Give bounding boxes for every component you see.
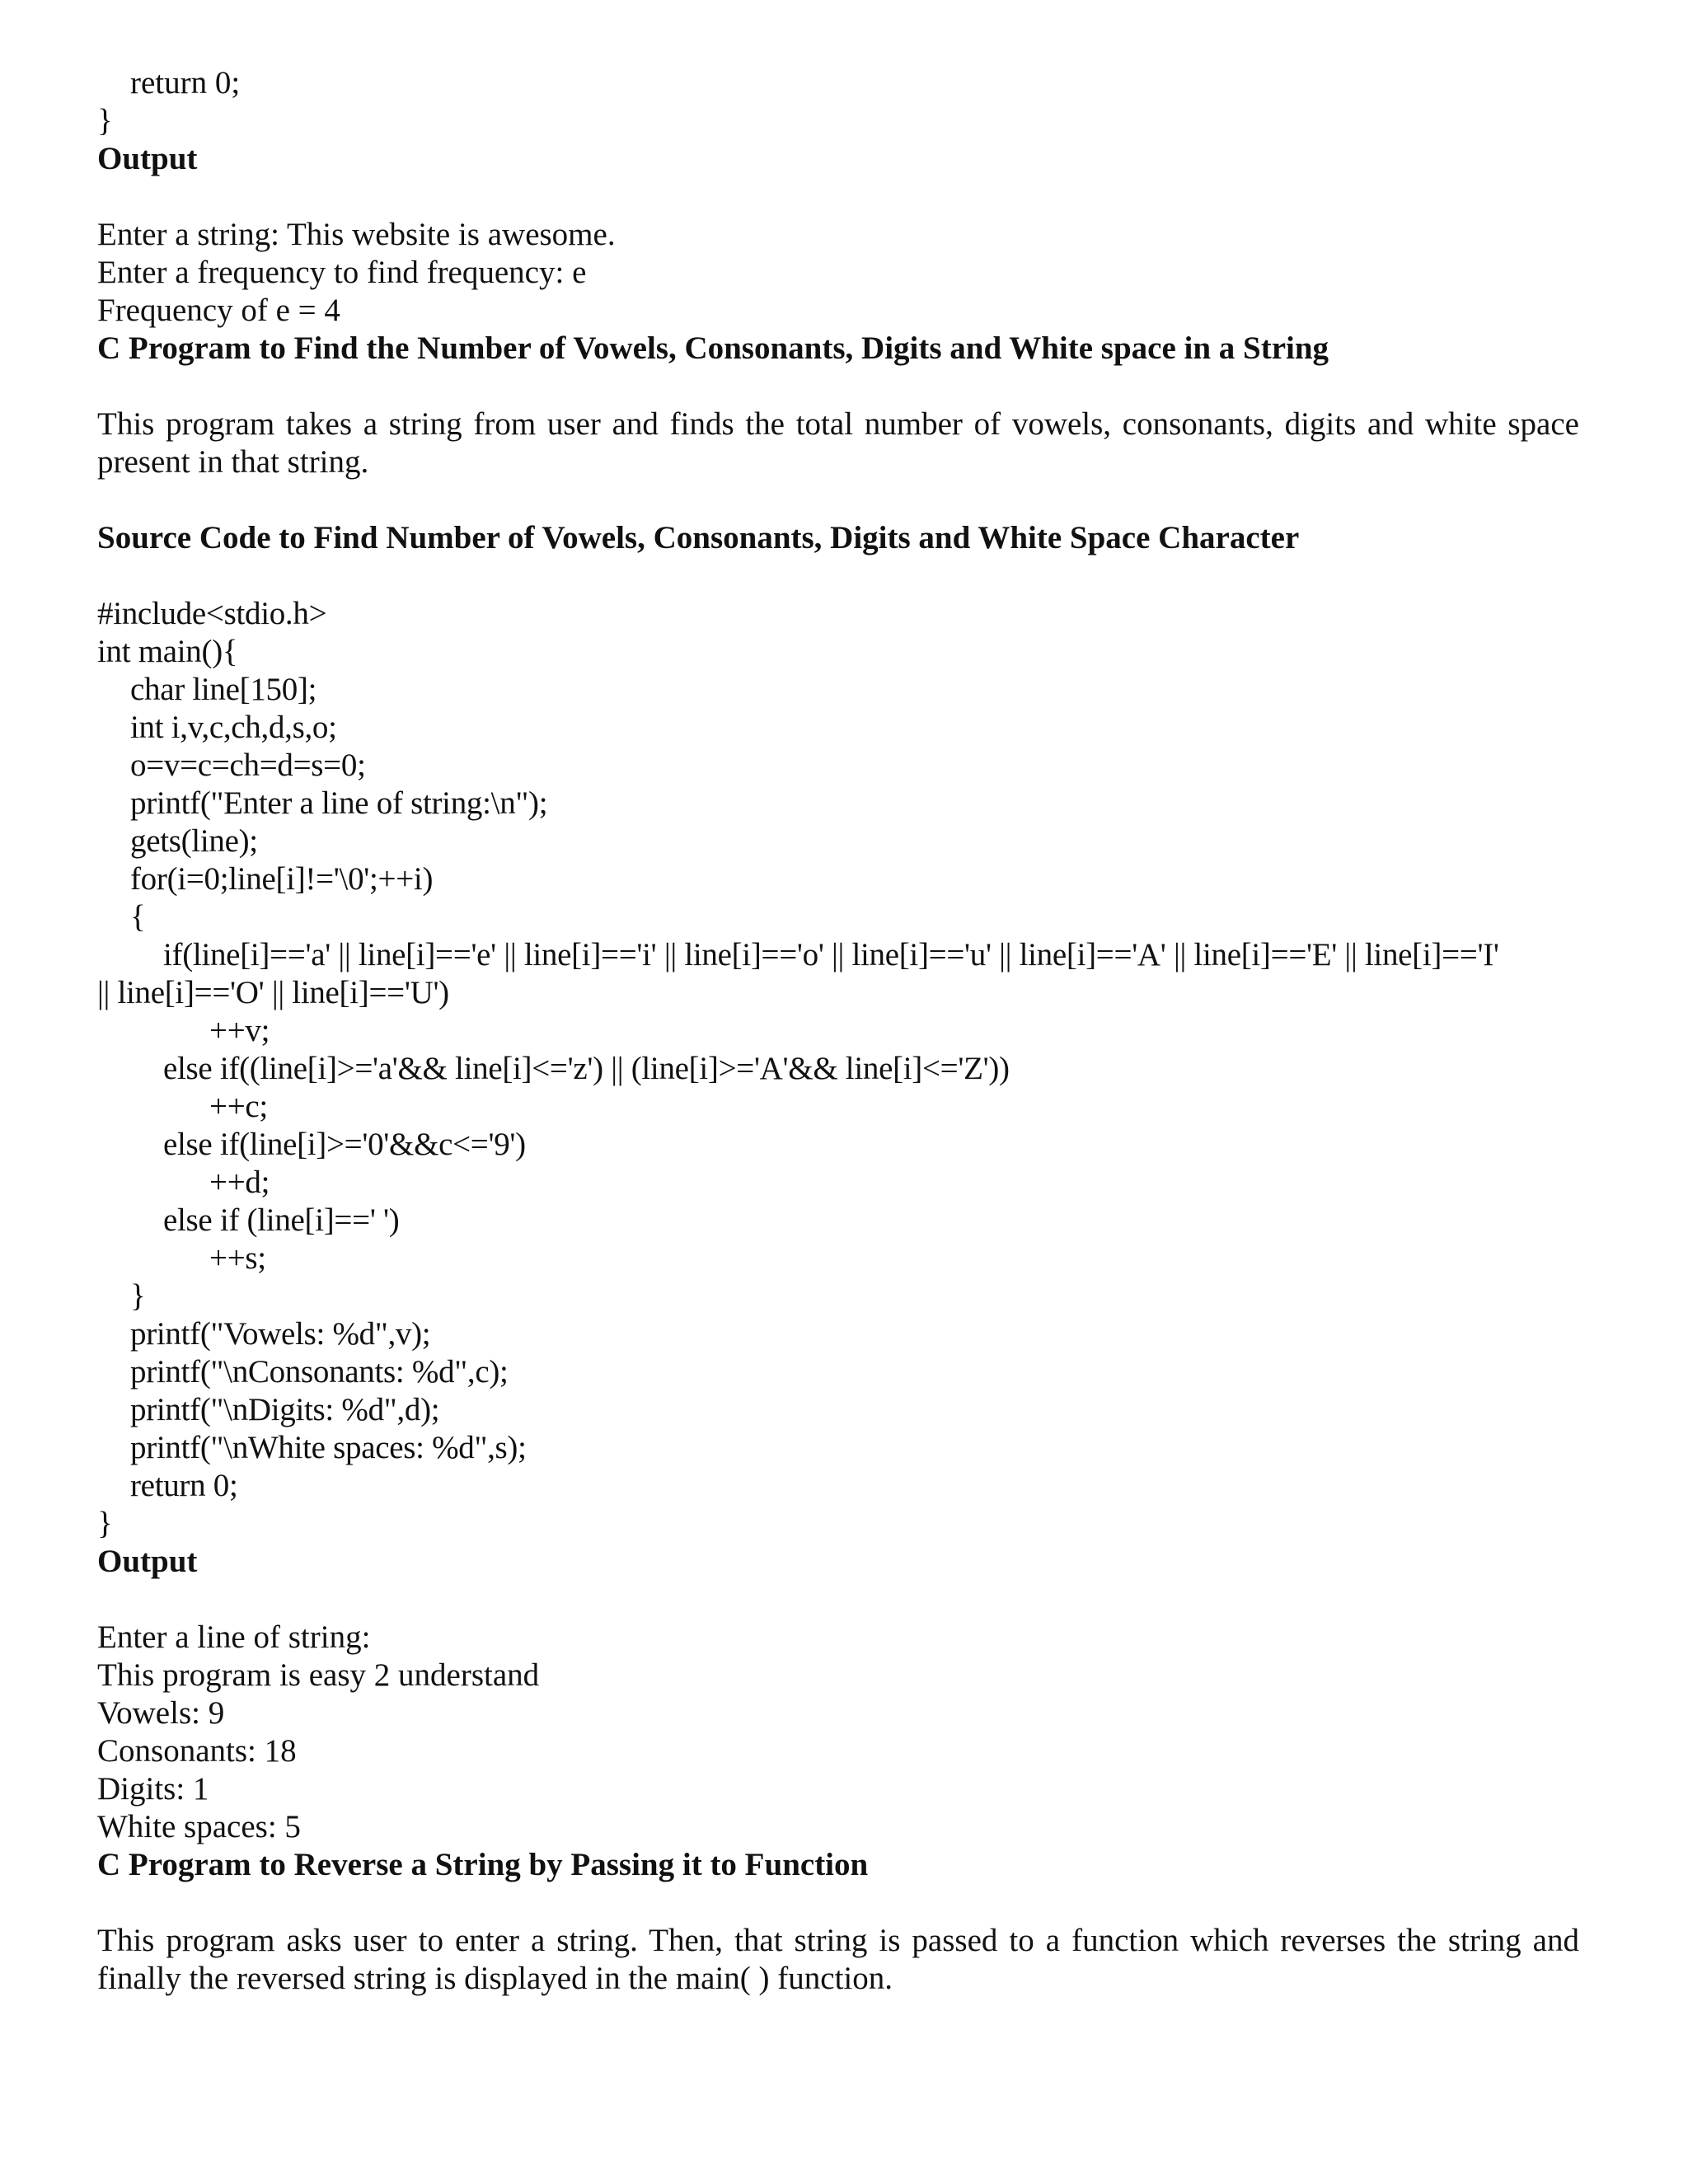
code-line: else if((line[i]>='a'&& line[i]<='z') || (line[i]>='A'&& line[i]<='Z')) [163,1051,1010,1086]
code-line: else if(line[i]>='0'&&c<='9') [163,1127,526,1162]
code-line: printf("\nConsonants: %d",c); [130,1354,509,1390]
spacer [97,1884,1581,1922]
output-line: Consonants: 18 [97,1733,297,1769]
code-line-close-brace: } [97,103,113,138]
spacer [97,481,1581,519]
code-line: int i,v,c,ch,d,s,o; [130,710,337,745]
output-line: White spaces: 5 [97,1809,301,1844]
code-line: { [130,899,146,935]
code-line: o=v=c=ch=d=s=0; [130,748,366,783]
output-line: Enter a line of string: [97,1619,371,1655]
section-description: This program takes a string from user and finds the total number of vowels, consonants, digits and white space present in that string. [97,406,1579,480]
code-line: ++v; [209,1013,270,1048]
code-line: ++c; [209,1089,268,1124]
output-heading: Output [97,141,198,176]
section-title: C Program to Reverse a String by Passing it to Function [97,1847,869,1882]
code-line: printf("Enter a line of string:\n"); [130,785,548,821]
code-line: int main(){ [97,634,238,669]
code-line: char line[150]; [130,672,317,707]
section-description: This program asks user to enter a string. Then, that string is passed to a function which reverses the string and finally the reversed string is displayed in the main( ) function. [97,1923,1579,1996]
code-line: printf("\nDigits: %d",d); [130,1392,440,1427]
source-code-heading: Source Code to Find Number of Vowels, Consonants, Digits and White Space Character [97,520,1300,555]
code-condition-part-1: if(line[i]=='a' || line[i]=='e' || line[i]=='i' || line[i]=='o' || line[i]=='u' || line[i]=='A' || line[i]=='E' || line[i]=='I' [163,937,1499,972]
code-line: ++d; [209,1165,270,1200]
spacer [97,368,1581,405]
code-line: #include<stdio.h> [97,596,327,631]
code-line: else if (line[i]==' ') [163,1202,400,1238]
code-line: return 0; [130,1468,238,1503]
code-line: } [97,1506,113,1541]
output-line: Vowels: 9 [97,1695,225,1731]
code-line-wrapped [97,936,1579,974]
code-line: || line[i]=='O' || line[i]=='U') [97,975,449,1010]
spacer [97,1581,1581,1619]
code-line: printf("Vowels: %d",v); [130,1316,431,1352]
output-heading: Output [97,1544,198,1579]
code-line-return: return 0; [130,65,241,101]
spacer [97,178,1581,216]
code-line: ++s; [209,1240,266,1276]
output-line: Enter a frequency to find frequency: e [97,255,587,290]
output-line: Digits: 1 [97,1771,209,1807]
code-line: printf("\nWhite spaces: %d",s); [130,1430,527,1465]
output-line: This program is easy 2 understand [97,1657,540,1693]
document-page [97,64,1581,1998]
code-block [97,595,1581,1543]
code-line: } [130,1278,146,1314]
output-line: Enter a string: This website is awesome. [97,217,616,252]
code-line: gets(line); [130,823,258,859]
code-line: for(i=0;line[i]!='\0';++i) [130,861,434,897]
section-title: C Program to Find the Number of Vowels, Consonants, Digits and White space in a String [97,330,1329,366]
output-line: Frequency of e = 4 [97,293,340,328]
spacer [97,557,1581,595]
